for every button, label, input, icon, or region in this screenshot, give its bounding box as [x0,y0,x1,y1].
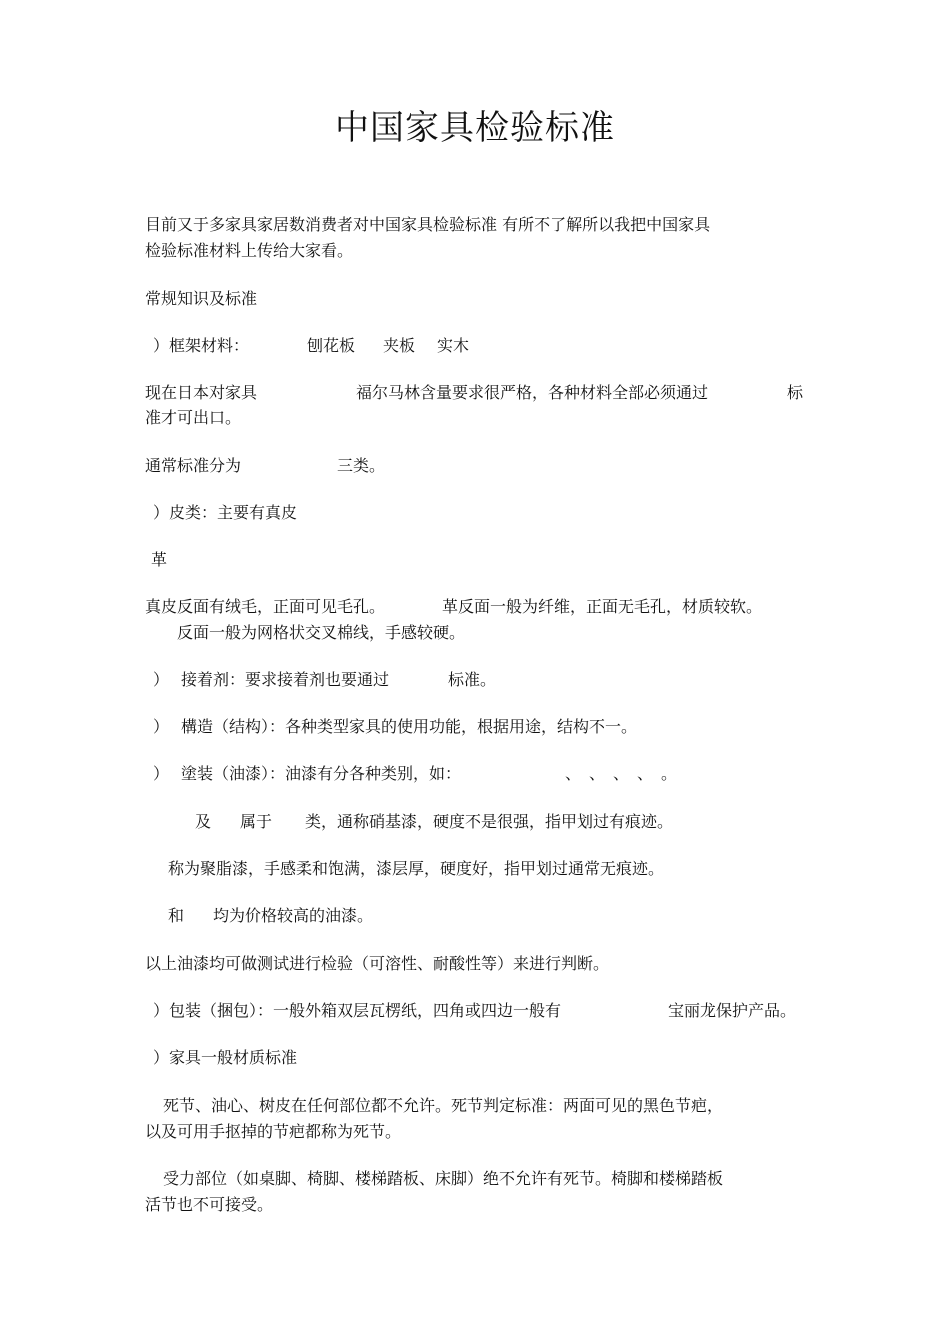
frame-label: ）框架材料： [153,336,250,355]
dead-knot-line-1: 死节、油心、树皮在任何部位都不允许。死节判定标准：两面可见的黑色节疤， [163,1096,724,1115]
load-part-line-1: 受力部位（如桌脚、椅脚、楼梯踏板、床脚）绝不允许有死节。椅脚和楼梯踏板 [163,1169,724,1188]
intro-line-2: 检验标准材料上传给大家看。 [145,241,354,260]
leather-line: ）皮类：主要有真皮 [153,503,298,522]
frame-item-plywood: 夹板 [383,336,416,355]
leather-desc-line-2: 反面一般为网格状交叉棉线，手感较硬。 [177,623,466,642]
document-page: 中国家具检验标准 目前又于多家具家居数消费者对中国家具检验标准 有所不了解所以我把中国家具 检验标准材料上传给大家看。 常规知识及标准 ）框架材料： 刨花板 夹板 实木 现在日本对家具 福尔马林含量要求很严格，各种材料全部必须通过 标 准才可出口。 通常标准分为 三类。 ）皮类：主要有真皮 革 真皮反面有绒毛，正面可见毛孔。 革反面一般为纤维，正面无毛孔，材质较软。 反面一般为网格状交叉棉线，手感较硬。 ） 接着剂：要求接着剂也要通过 标准。 ） 構造（结构）：各种类型家具的使用功能，根据用途，结构不一。 ） 塗装（油漆）：油漆有分各种类别，如： 、 、 、 、 。 及 属于 类，通称硝基漆，硬度不是很强，指甲划过有痕迹。 称为聚脂漆，手感柔和饱满，漆层厚，硬度好，指甲划过通常无痕迹。 和 均为价格较高的油漆。 以上油漆均可做测试进行检验（可溶性、耐酸性等）来进行判断。 ）包装（捆包）：一般外箱双层瓦楞纸，四角或四边一般有 宝丽龙保护产品。 ）家具一般材质标准 死节、油心、树皮在任何部位都不允许。死节判定标准：两面可见的黑色节疤， 以及可用手抠掉的节疤都称为死节。 受力部位（如桌脚、椅脚、楼梯踏板、床脚）绝不允许有死节。椅脚和楼梯踏板 活节也不可接受。 [0,0,950,1344]
dead-knot-line-2: 以及可用手抠掉的节疤都称为死节。 [145,1122,402,1141]
material-standard-heading: ）家具一般材质标准 [153,1048,298,1067]
leather-ge: 革 [151,550,168,569]
pu-paint-line: 称为聚脂漆，手感柔和饱满，漆层厚，硬度好，指甲划过通常无痕迹。 [168,859,665,878]
load-part-line-2: 活节也不可接受。 [145,1195,274,1214]
document-title: 中国家具检验标准 [335,108,615,148]
section-heading-general: 常规知识及标准 [145,289,258,308]
frame-item-particleboard: 刨花板 [307,336,356,355]
paint-test-line: 以上油漆均可做测试进行检验（可溶性、耐酸性等）来进行判断。 [145,954,610,973]
intro-line-1: 目前又于多家具家居数消费者对中国家具检验标准 有所不了解所以我把中国家具 [145,215,711,234]
japan-line-2: 准才可出口。 [145,408,242,427]
frame-item-solidwood: 实木 [437,336,470,355]
